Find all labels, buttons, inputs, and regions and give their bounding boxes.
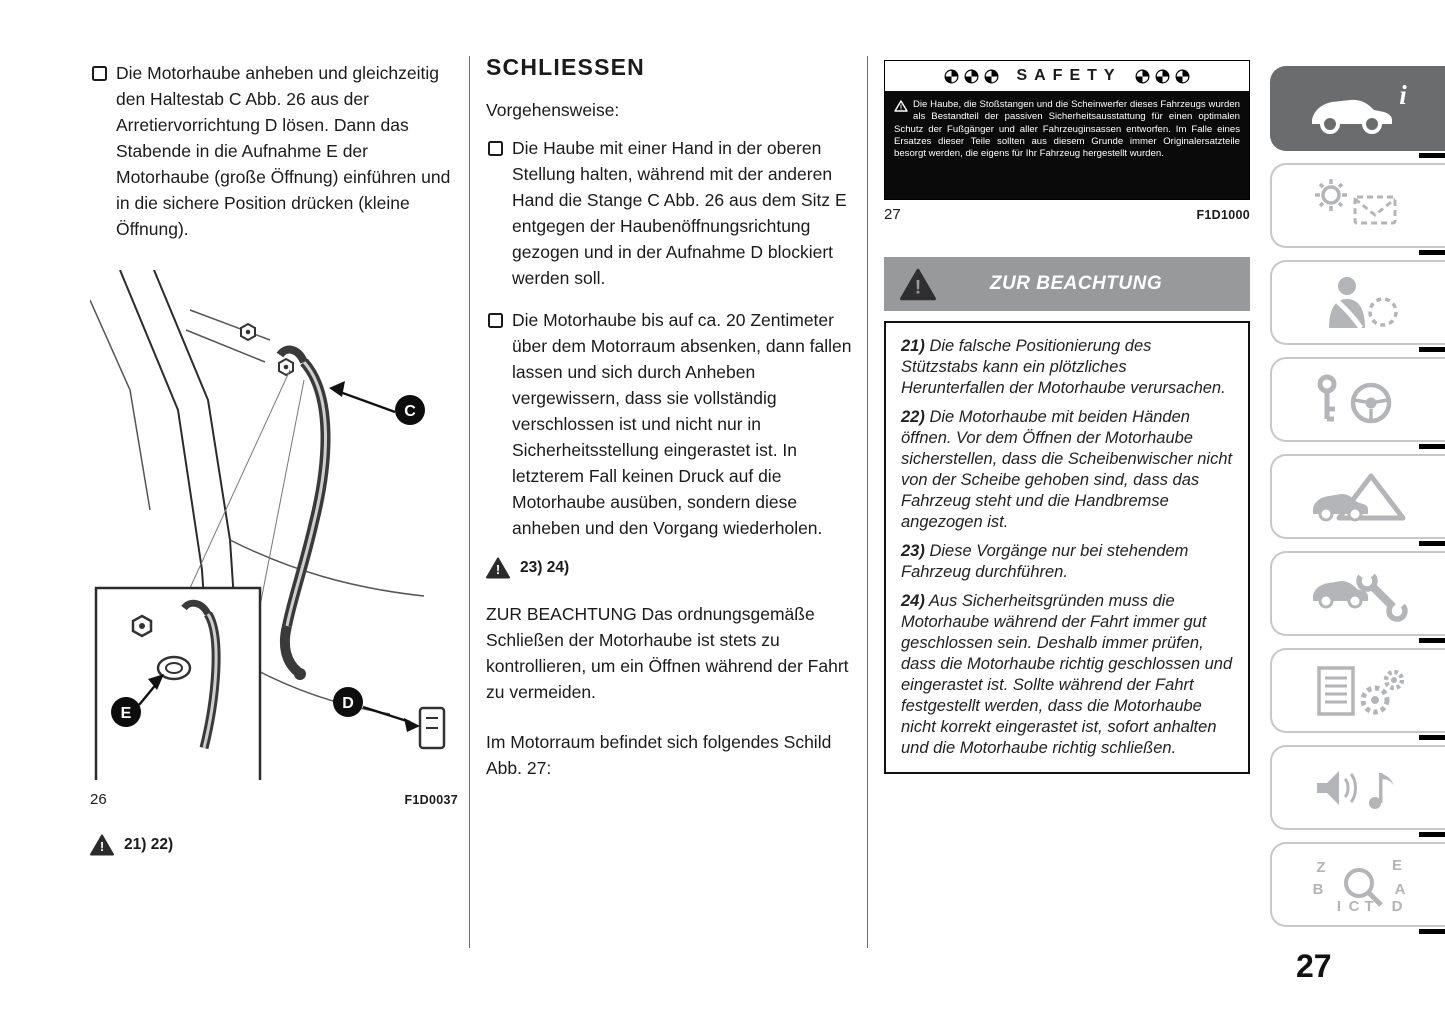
zur-beachtung-banner [884, 257, 1250, 311]
right-column [884, 60, 1250, 774]
warning-item-24: 24) Aus Sicherheitsgründen muss die Motorhaube während der Fahrt immer gut geschlossen sein. Deshalb immer prüfen, dass die Motorhaube richtig geschlossen und eingerastet ist. Sollte während der Fahrt festgestellt werden, dass die Motorhaube nicht korrekt eingerastet ist, sofort anhalten und die Motorhaube richtig schließen. [901, 592, 1233, 757]
warnings-box [884, 321, 1250, 774]
svg-text:D: D [1391, 897, 1402, 914]
warning-item-21: 21) Die falsche Positionierung des Stützstabs kann ein plötzliches Herunterfallen der Motorhaube verursachen. [901, 337, 1226, 397]
crash-dummy-icon [1155, 69, 1170, 84]
sidebar-tab-technical-data[interactable] [1270, 648, 1445, 733]
page-edge-tick [1419, 638, 1445, 643]
bullet-square-icon [92, 66, 107, 81]
bullet-square-icon [488, 313, 503, 328]
svg-text:C: C [1348, 897, 1359, 914]
column-divider-left [469, 56, 470, 948]
sidebar-tab-index[interactable] [1270, 842, 1445, 927]
figure-label-d [333, 687, 420, 732]
car-wrench-icon [1309, 565, 1409, 623]
figure-label-c [329, 381, 425, 425]
crash-dummy-icon [1135, 69, 1150, 84]
paragraph-lower-hood [486, 307, 852, 541]
sidebar-tab-multimedia[interactable] [1270, 745, 1445, 830]
svg-text:Z: Z [1315, 858, 1326, 876]
warning-ref-text: 23) 24) [520, 559, 570, 576]
figure-27-caption [884, 206, 1250, 223]
svg-text:C: C [404, 403, 416, 420]
page-number: 27 [1296, 948, 1332, 984]
figure-code: F1D1000 [1196, 208, 1250, 222]
page-edge-tick [1419, 153, 1445, 158]
page-edge-tick [1419, 832, 1445, 837]
safety-label-text-block [885, 91, 1249, 199]
paragraph-lift-hood [90, 60, 458, 242]
chapter-tab-sidebar [1270, 66, 1445, 927]
safety-label-text: Die Haube, die Stoßstangen und die Scheinwerfer dieses Fahrzeugs wurden als Bestandteil der passiven Sicherheitsausstattung für einen optimalen Schutz der Fußgänger und aller Fahrzeuginsassen entworfen. Im Falle eines Ersatzes dieser Teile sollten aus diesem Grunde immer Originalersatzteile besorgt werden, die eigens für Ihr Fahrzeug hergestellt wurden. [894, 99, 1240, 160]
warning-reference-21-22 [90, 834, 458, 856]
warning-triangle-icon [894, 100, 908, 112]
sidebar-tab-starting-driving[interactable] [1270, 357, 1445, 442]
crash-dummy-icon [1175, 69, 1190, 84]
warning-ref-text: 21) 22) [124, 836, 174, 853]
key-steering-wheel-icon [1309, 371, 1409, 429]
left-column [90, 60, 458, 856]
figure-code: F1D0037 [404, 793, 458, 807]
car-warning-triangle-icon [1309, 468, 1409, 526]
svg-text:B: B [1312, 880, 1323, 898]
seatbelt-person-icon [1309, 274, 1409, 332]
speaker-note-icon [1309, 759, 1409, 817]
note-paragraph: ZUR BEACHTUNG Das ordnungsgemäße Schließen der Motorhaube ist stets zu kontrollieren, um ein Öffnen während der Fahrt zu vermeiden. [486, 604, 849, 702]
svg-text:T: T [1363, 897, 1374, 914]
svg-text:i: i [1398, 79, 1407, 110]
sidebar-tab-dashboard-lights[interactable] [1270, 163, 1445, 248]
page-edge-tick [1419, 541, 1445, 546]
warning-item-22: 22) Die Motorhaube mit beiden Händen öffnen. Vor dem Öffnen der Motorhaube sicherstellen, dass die Scheibenwischer nicht von der Scheibe gehoben sind, dass das Fahrzeug steht und die Handbremse angezogen ist. [901, 408, 1233, 531]
sidebar-tab-vehicle-info[interactable] [1270, 66, 1445, 151]
svg-text:!: ! [99, 839, 105, 854]
bullet-square-icon [488, 141, 503, 156]
hood-stay-rod-diagram [90, 270, 456, 780]
warning-lights-message-icon [1309, 177, 1409, 235]
sidebar-tab-emergency[interactable] [1270, 454, 1445, 539]
warning-reference-23-24 [486, 557, 852, 579]
paragraph-text: Die Haube mit einer Hand in der oberen Stellung halten, während mit der anderen Hand die Stange C Abb. 26 aus dem Sitz E entgegen der Haubenöffnungsrichtung gezogen und in der Aufnahme D blockiert werden soll. [512, 138, 847, 288]
alphabetical-index-magnifier-icon [1309, 856, 1409, 914]
middle-column [486, 54, 852, 781]
subheading: Vorgehensweise: [486, 100, 620, 120]
warning-item-23: 23) Diese Vorgänge nur bei stehendem Fahrzeug durchführen. [901, 542, 1189, 581]
banner-title: ZUR BEACHTUNG [989, 273, 1163, 294]
figure-27-safety-label [884, 60, 1250, 200]
svg-text:I: I [1336, 897, 1341, 914]
warning-triangle-icon [900, 268, 936, 301]
section-heading: SCHLIESSEN [486, 54, 645, 80]
sidebar-tab-safety[interactable] [1270, 260, 1445, 345]
safety-label-title: SAFETY [1016, 67, 1122, 84]
crash-dummy-icon [964, 69, 979, 84]
crash-dummy-icon [984, 69, 999, 84]
page-edge-tick [1419, 347, 1445, 352]
warning-triangle-icon [486, 557, 510, 579]
figure-number: 26 [90, 791, 107, 808]
svg-text:A: A [1394, 880, 1405, 898]
page-edge-tick [1419, 444, 1445, 449]
outro-paragraph: Im Motorraum befindet sich folgendes Schild Abb. 27: [486, 732, 832, 778]
car-info-icon [1304, 80, 1414, 138]
svg-text:!: ! [495, 562, 501, 577]
svg-text:D: D [342, 695, 354, 712]
svg-text:!: ! [914, 276, 922, 298]
figure-26-caption [90, 791, 458, 808]
figure-26 [90, 270, 458, 808]
svg-text:E: E [120, 705, 132, 722]
warning-triangle-icon [90, 834, 114, 856]
page-edge-tick [1419, 929, 1445, 934]
page-edge-tick [1419, 250, 1445, 255]
spec-sheet-gears-icon [1309, 662, 1409, 720]
column-divider-right [867, 56, 868, 948]
paragraph-hold-hood [486, 135, 852, 291]
safety-label-header [885, 61, 1249, 91]
svg-text:E: E [1391, 856, 1402, 874]
page-edge-tick [1419, 735, 1445, 740]
sidebar-tab-maintenance[interactable] [1270, 551, 1445, 636]
paragraph-text: Die Motorhaube bis auf ca. 20 Zentimeter über dem Motorraum absenken, dann fallen lassen und sich durch Anheben vergewissern, dass sie vollständig verschlossen ist und nicht nur in Sicherheitsstellung eingerastet ist. In letzterem Fall keinen Druck auf die Motorhaube ausüben, sondern diese anheben und den Vorgang wiederholen. [512, 310, 852, 538]
crash-dummy-icon [944, 69, 959, 84]
figure-number: 27 [884, 206, 901, 223]
paragraph-text: Die Motorhaube anheben und gleichzeitig den Haltestab C Abb. 26 aus der Arretiervorrichtung D lösen. Dann das Stabende in die Aufnahme E der Motorhaube (große Öffnung) einführen und in die sichere Position drücken (kleine Öffnung). [116, 63, 451, 239]
svg-text:!: ! [899, 104, 903, 112]
